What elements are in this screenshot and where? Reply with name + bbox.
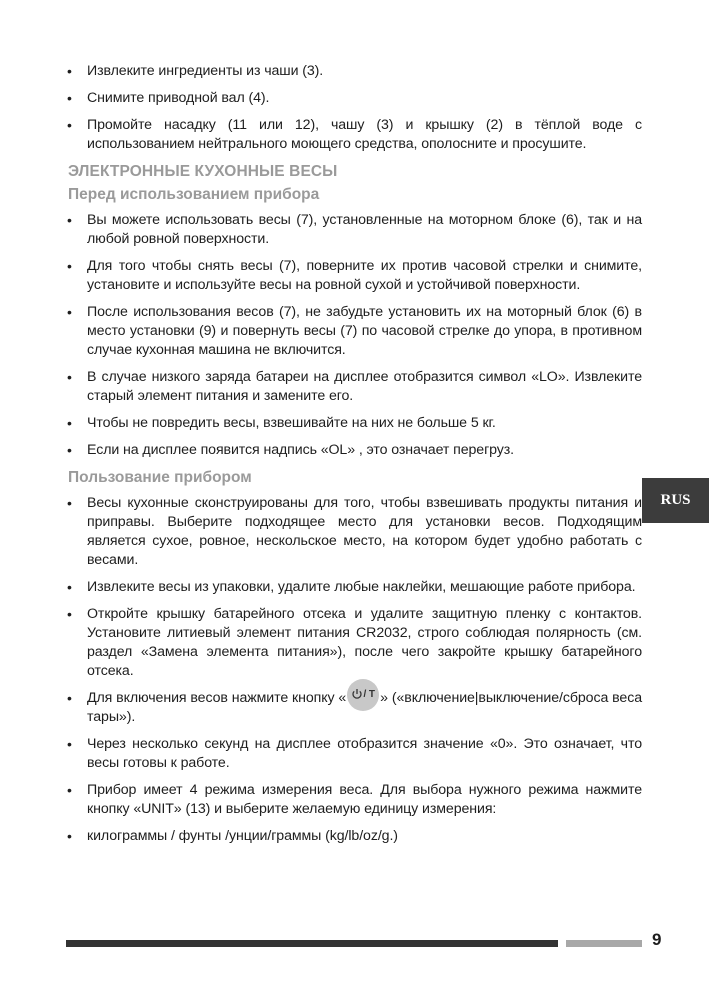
list-item: • Извлеките весы из упаковки, удалите любые наклейки, мешающие работе прибора. [66,578,642,597]
list-item: • Извлеките ингредиенты из чаши (3). [66,62,642,81]
list-item: • килограммы / фунты /унции/граммы (kg/lb/oz/g.) [66,827,642,846]
power-text-before: Для включения весов нажмите кнопку « [87,690,347,706]
list-item: • Прибор имеет 4 режима измерения веса. Для выбора нужного режима нажмите кнопку «UNIT» (13) и выберите желаемую единицу измерения: [66,781,642,819]
footer-rule-light [566,940,642,947]
before-use-list [66,211,642,460]
list-item: • Весы кухонные сконструированы для того, чтобы взвешивать продукты питания и приправы. Выберите подходящее место для установки весов. Подходящим является сухое, ровное, нескольское место, на котором будет удобно работать с весами. [66,494,642,570]
intro-list [66,62,642,154]
power-button-instruction [66,689,642,727]
tare-symbol-label: / T [363,689,375,701]
power-text-after: » («включение|выключение/сброса веса тары»). [87,690,642,725]
list-item: • Откройте крышку батарейного отсека и удалите защитную пленку с контактов. Установите литиевый элемент питания CR2032, строго соблюдая полярность (см. раздел «Замена элемента питания»), после чего закройте крышку батарейного отсека. [66,605,642,681]
power-tare-button-symbol [347,679,379,711]
list-item: • Через несколько секунд на дисплее отобразится значение «0». Это означает, что весы готовы к работе. [66,735,642,773]
footer-rule-dark [66,940,558,947]
power-icon [351,688,363,700]
list-item: • Чтобы не повредить весы, взвешивайте на них не больше 5 кг. [66,414,642,433]
list-item: • Вы можете использовать весы (7), установленные на моторном блоке (6), так и на любой ровной поверхности. [66,211,642,249]
language-tab: RUS [642,478,709,523]
page-content [66,62,642,854]
list-item: • После использования весов (7), не забудьте установить их на моторный блок (6) в место установки (9) и повернуть весы (7) по часовой стрелке до упора, в противном случае кухонная машина не включится. [66,303,642,360]
before-use-heading: Перед использованием прибора [68,186,320,203]
usage-list [66,494,642,846]
section-title: ЭЛЕКТРОННЫЕ КУХОННЫЕ ВЕСЫ [68,163,338,180]
list-item: • В случае низкого заряда батареи на дисплее отобразится символ «LO». Извлеките старый элемент питания и замените его. [66,368,642,406]
list-item: • Для того чтобы снять весы (7), поверните их против часовой стрелки и снимите, установите и используйте весы на ровной сухой и устойчивой поверхности. [66,257,642,295]
list-item: • Промойте насадку (11 или 12), чашу (3) и крышку (2) в тёплой воде с использованием нейтрального моющего средства, ополосните и просушите. [66,116,642,154]
page-number: 9 [652,930,662,949]
usage-heading: Пользование прибором [68,469,252,486]
list-item: • Если на дисплее появится надпись «OL» , это означает перегруз. [66,441,642,460]
list-item: • Снимите приводной вал (4). [66,89,642,108]
